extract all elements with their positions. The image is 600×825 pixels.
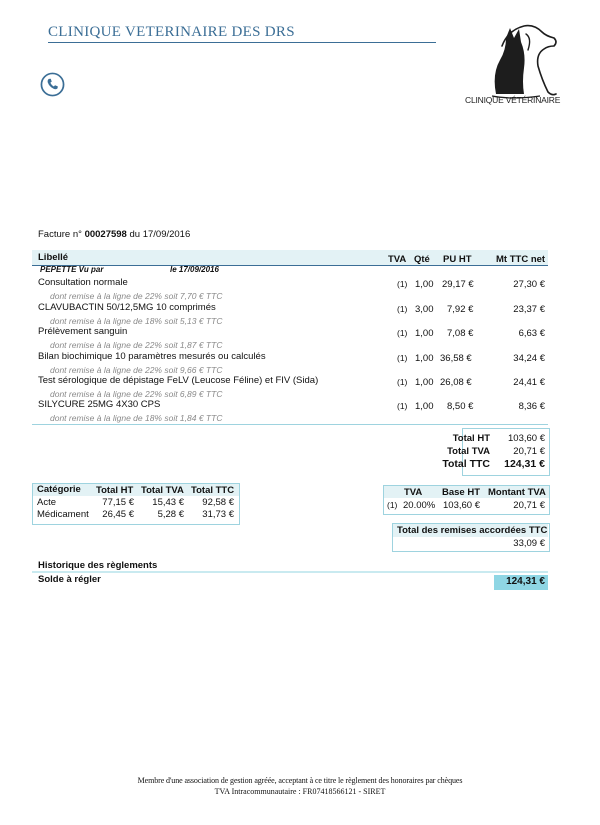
line-mt-ttc: 8,36 €	[518, 401, 545, 412]
category-cell: Acte	[37, 497, 57, 508]
line-tva: (1)	[397, 279, 408, 289]
line-pu-ht: 7,08 €	[447, 328, 474, 339]
tva-col-montant: Montant TVA	[488, 487, 546, 498]
payment-history-label: Historique des règlements	[38, 560, 158, 571]
line-discount: dont remise à la ligne de 18% soit 1,84 € TTC	[50, 413, 223, 423]
category-cell: 92,58 €	[202, 497, 234, 508]
line-discount: dont remise à la ligne de 22% soit 6,89 € TTC	[50, 389, 223, 399]
patient-name: PEPETTE Vu par	[40, 265, 104, 274]
total-ht-value: 103,60 €	[508, 433, 545, 444]
tva-col-tva: TVA	[404, 487, 423, 498]
line-tva: (1)	[397, 304, 408, 314]
invoice-heading	[38, 229, 190, 240]
total-ttc-value: 124,31 €	[504, 458, 545, 470]
invoice-label: Facture n°	[38, 229, 82, 240]
tva-cell: 20,71 €	[513, 500, 545, 511]
line-qte: 1,00	[415, 401, 434, 412]
category-col-total-ttc: Total TTC	[191, 485, 235, 496]
line-mt-ttc: 27,30 €	[513, 279, 545, 290]
line-label: CLAVUBACTIN 50/12,5MG 10 comprimés	[38, 302, 216, 313]
line-tva: (1)	[397, 401, 408, 411]
balance-value: 124,31 €	[506, 576, 545, 587]
line-pu-ht: 7,92 €	[447, 304, 474, 315]
patient-date: le 17/09/2016	[170, 265, 219, 274]
line-qte: 1,00	[415, 353, 434, 364]
line-pu-ht: 36,58 €	[440, 353, 472, 364]
col-qte: Qté	[414, 254, 430, 265]
tva-cell: 20.00%	[403, 500, 436, 511]
footer-line-2: TVA Intracommunautaire : FR07418566121 - SIRET	[214, 787, 386, 796]
line-pu-ht: 29,17 €	[442, 279, 474, 290]
col-mt-ttc: Mt TTC net	[496, 254, 546, 265]
line-qte: 3,00	[415, 304, 434, 315]
line-mt-ttc: 24,41 €	[513, 377, 545, 388]
line-tva: (1)	[397, 377, 408, 387]
clinic-name: CLINIQUE VETERINAIRE DES DRS	[48, 24, 295, 40]
phone-icon	[40, 72, 65, 97]
line-qte: 1,00	[415, 328, 434, 339]
line-mt-ttc: 23,37 €	[513, 304, 545, 315]
total-tva-value: 20,71 €	[513, 446, 545, 457]
category-cell: 5,28 €	[157, 509, 184, 520]
category-cell: 77,15 €	[102, 497, 134, 508]
line-discount: dont remise à la ligne de 22% soit 9,66 € TTC	[50, 365, 223, 375]
total-ht-label: Total HT	[452, 433, 490, 444]
line-mt-ttc: 6,63 €	[518, 328, 545, 339]
tva-col-base-ht: Base HT	[442, 487, 481, 498]
line-qte: 1,00	[415, 377, 434, 388]
category-cell: 15,43 €	[152, 497, 184, 508]
line-discount: dont remise à la ligne de 22% soit 1,87 € TTC	[50, 340, 223, 350]
table-bottom-rule	[32, 424, 548, 425]
header-divider	[48, 42, 436, 43]
category-cell: Médicament	[37, 509, 89, 520]
line-label: Consultation normale	[38, 277, 128, 288]
line-qte: 1,00	[415, 279, 434, 290]
line-mt-ttc: 34,24 €	[513, 353, 545, 364]
footer-line-1: Membre d'une association de gestion agréée, acceptant à ce titre le règlement des honoraires par chèques	[137, 776, 463, 785]
col-pu-ht: PU HT	[443, 254, 472, 265]
line-tva: (1)	[397, 328, 408, 338]
category-col-total-ht: Total HT	[96, 485, 134, 496]
line-label: SILYCURE 25MG 4X30 CPS	[38, 399, 161, 410]
line-discount: dont remise à la ligne de 22% soit 7,70 € TTC	[50, 291, 223, 301]
total-ttc-label: Total TTC	[442, 458, 490, 470]
invoice-date: du 17/09/2016	[129, 229, 191, 240]
category-col-categorie: Catégorie	[37, 484, 81, 495]
line-label: Bilan biochimique 10 paramètres mesurés ou calculés	[38, 351, 266, 362]
line-pu-ht: 26,08 €	[440, 377, 472, 388]
category-cell: 26,45 €	[102, 509, 134, 520]
line-pu-ht: 8,50 €	[447, 401, 474, 412]
col-tva: TVA	[388, 254, 407, 265]
logo-caption: CLINIQUE VÉTÉRINAIRE	[465, 95, 561, 105]
category-col-total-tva: Total TVA	[141, 485, 184, 496]
invoice-number: 00027598	[84, 229, 127, 240]
line-discount: dont remise à la ligne de 18% soit 5,13 € TTC	[50, 316, 223, 326]
balance-label: Solde à régler	[38, 574, 101, 585]
discounts-label: Total des remises accordées TTC	[397, 525, 548, 536]
tva-cell: 103,60 €	[443, 500, 480, 511]
col-libelle: Libellé	[38, 252, 69, 263]
payment-history-rule	[32, 571, 548, 573]
line-label: Test sérologique de dépistage FeLV (Leucose Féline) et FIV (Sida)	[38, 375, 319, 386]
category-cell: 31,73 €	[202, 509, 234, 520]
tva-cell: (1)	[387, 500, 398, 510]
line-label: Prélèvement sanguin	[38, 326, 128, 337]
header-underline	[32, 265, 548, 266]
total-tva-label: Total TVA	[447, 446, 490, 457]
line-tva: (1)	[397, 353, 408, 363]
discounts-value: 33,09 €	[513, 538, 545, 549]
